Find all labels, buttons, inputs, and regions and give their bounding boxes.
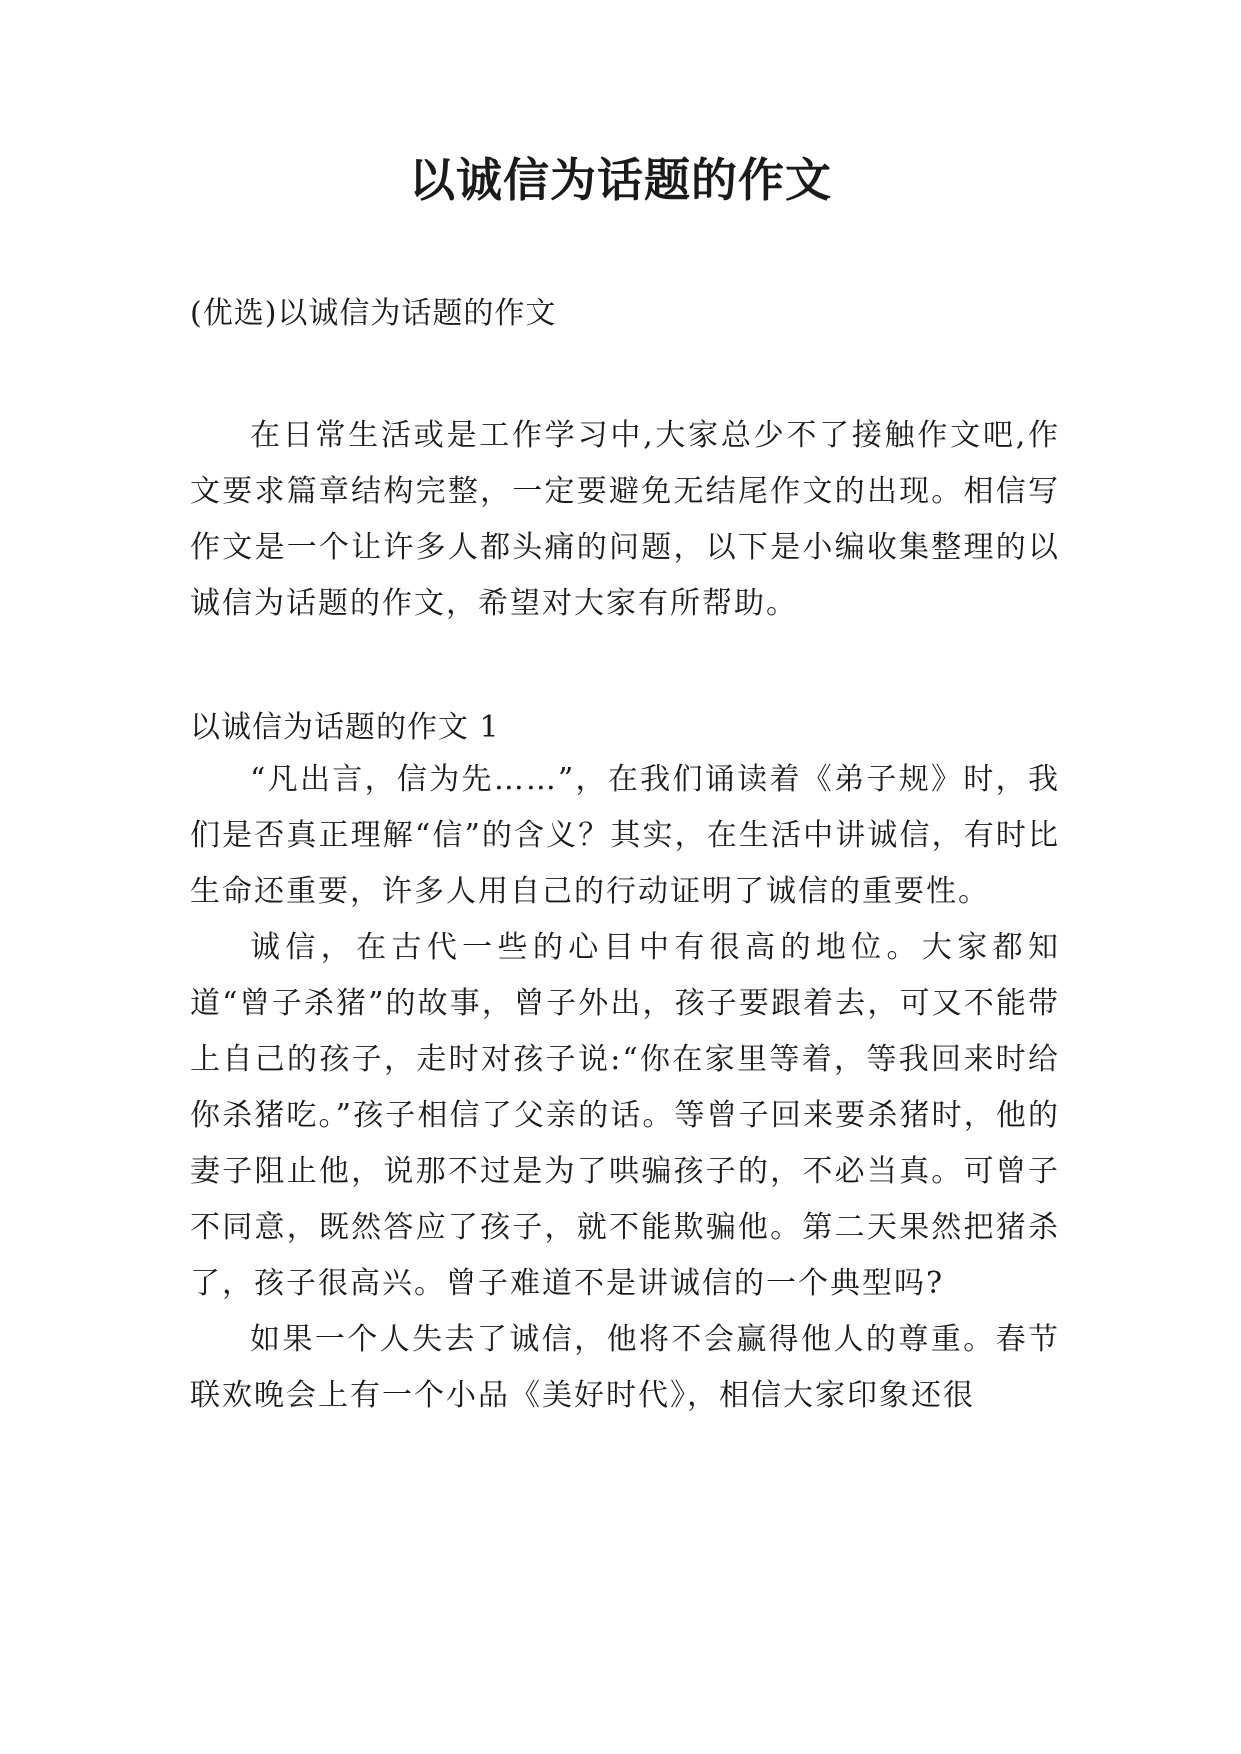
body-paragraph: 诚信，在古代一些的心目中有很高的地位。大家都知道“曾子杀猪”的故事，曾子外出，孩子要跟着去，可又不能带上自己的孩子，走时对孩子说:“你在家里等着，等我回来时给你杀猪吃。”孩子相信了父亲的话。等曾子回来要杀猪时，他的妻子阻止他，说那不过是为了哄骗孩子的，不必当真。可曾子不同意，既然答应了孩子，就不能欺骗他。第二天果然把猪杀了，孩子很高兴。曾子难道不是讲诚信的一个典型吗?	[190, 930, 1060, 1301]
essay-body	[190, 752, 1060, 1424]
document-subtitle: (优选)以诚信为话题的作文	[190, 296, 557, 331]
document-title: 以诚信为话题的作文	[409, 153, 832, 207]
intro-paragraph: 在日常生活或是工作学习中,大家总少不了接触作文吧,作文要求篇章结构完整，一定要避免无结尾作文的出现。相信写作文是一个让许多人都头痛的问题，以下是小编收集整理的以诚信为话题的作文，希望对大家有所帮助。	[190, 418, 1060, 621]
intro-section	[190, 408, 1060, 632]
section-heading: 以诚信为话题的作文 1	[190, 710, 500, 745]
body-paragraph: “凡出言，信为先……”，在我们诵读着《弟子规》时，我们是否真正理解“信”的含义？其实，在生活中讲诚信，有时比生命还重要，许多人用自己的行动证明了诚信的重要性。	[190, 762, 1060, 909]
body-paragraph: 如果一个人失去了诚信，他将不会赢得他人的尊重。春节联欢晚会上有一个小品《美好时代》，相信大家印象还很	[190, 1322, 1060, 1413]
